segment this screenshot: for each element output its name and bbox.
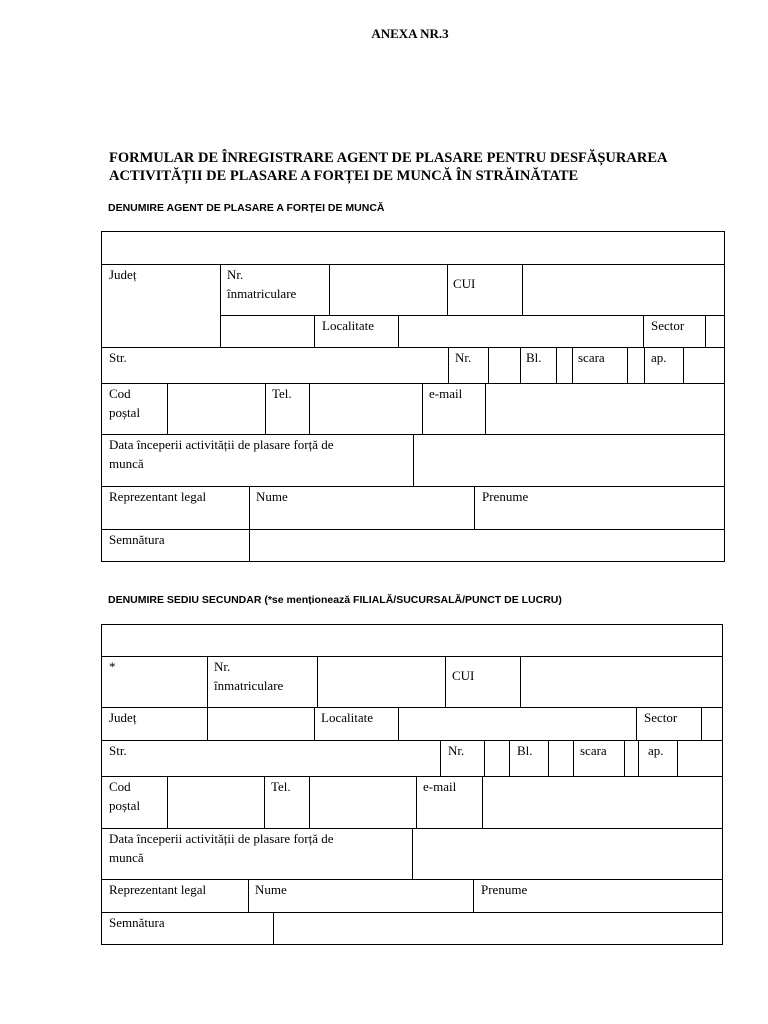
semnatura-label: Semnătura bbox=[109, 532, 165, 547]
cui-label: CUI bbox=[453, 276, 476, 291]
secondary-office-form-table bbox=[101, 624, 723, 945]
nr-label: Nr. bbox=[448, 743, 465, 758]
judet-label: Județ bbox=[109, 267, 137, 282]
localitate-label: Localitate bbox=[321, 710, 373, 725]
tel-label: Tel. bbox=[271, 779, 291, 794]
ap-label: ap. bbox=[648, 743, 664, 758]
annex-title: ANEXA NR.3 bbox=[371, 26, 449, 41]
tel-label: Tel. bbox=[272, 386, 292, 401]
nume-label: Nume bbox=[255, 882, 287, 897]
email-label: e-mail bbox=[423, 779, 457, 794]
reprezentant-legal-label: Reprezentant legal bbox=[109, 489, 207, 504]
judet-label: Județ bbox=[109, 710, 137, 725]
nr-inmatriculare-label: Nr. înmatriculare bbox=[214, 659, 284, 693]
section2-heading: DENUMIRE SEDIU SECUNDAR (*se menționează FILIALĂ/SUCURSALĂ/PUNCT DE LUCRU) bbox=[108, 594, 562, 606]
agent-form-table bbox=[101, 231, 725, 562]
sector-label: Sector bbox=[644, 710, 678, 725]
scara-label: scara bbox=[580, 743, 607, 758]
form-title-line-1: FORMULAR DE ÎNREGISTRARE AGENT DE PLASARE PENTRU DESFĂȘURAREA bbox=[109, 150, 668, 166]
data-incepere-label: Data începerii activității de plasare forță de muncă bbox=[109, 437, 334, 471]
nr-inmatriculare-label: Nr. înmatriculare bbox=[227, 267, 297, 301]
nume-label: Nume bbox=[256, 489, 288, 504]
section1-heading: DENUMIRE AGENT DE PLASARE A FORȚEI DE MUNCĂ bbox=[108, 202, 385, 214]
bl-label: Bl. bbox=[517, 743, 533, 758]
cod-postal-label: Cod poștal bbox=[109, 386, 141, 420]
prenume-label: Prenume bbox=[481, 882, 528, 897]
str-label: Str. bbox=[109, 350, 127, 365]
sector-label: Sector bbox=[651, 318, 685, 333]
nr-label: Nr. bbox=[455, 350, 472, 365]
localitate-label: Localitate bbox=[322, 318, 374, 333]
data-incepere-label: Data începerii activității de plasare forță de muncă bbox=[109, 831, 334, 865]
form-title bbox=[109, 149, 667, 185]
semnatura-label: Semnătura bbox=[109, 915, 165, 930]
star-label: * bbox=[109, 659, 116, 674]
form-title-line-2: ACTIVITĂȚII DE PLASARE A FORȚEI DE MUNCĂ ÎN STRĂINĂTATE bbox=[109, 168, 579, 184]
scara-label: scara bbox=[578, 350, 605, 365]
prenume-label: Prenume bbox=[482, 489, 529, 504]
bl-label: Bl. bbox=[526, 350, 542, 365]
reprezentant-legal-label: Reprezentant legal bbox=[109, 882, 207, 897]
email-label: e-mail bbox=[429, 386, 463, 401]
str-label: Str. bbox=[109, 743, 127, 758]
cui-label: CUI bbox=[452, 668, 475, 683]
ap-label: ap. bbox=[651, 350, 667, 365]
cod-postal-label: Cod poștal bbox=[109, 779, 141, 813]
